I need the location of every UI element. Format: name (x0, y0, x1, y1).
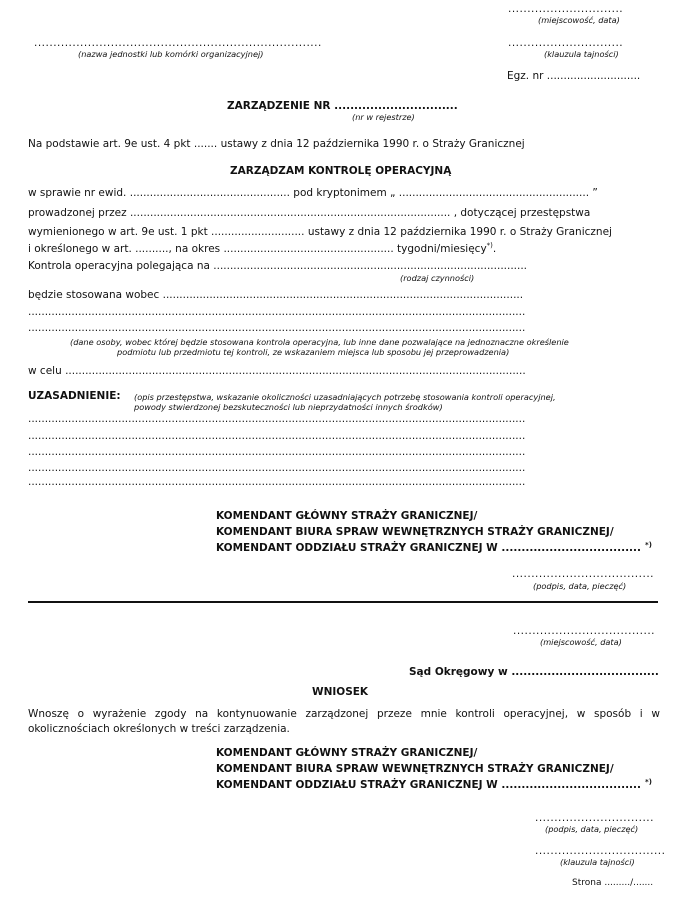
subject-line-3[interactable]: ..................................................................................................................................................... (28, 322, 526, 334)
copy-number[interactable]: Egz. nr ............................ (507, 70, 641, 82)
justification-caption-2: powody stwierdzonej bezskuteczności lub nieprzydatności innych środków) (134, 402, 443, 412)
subject-line-2[interactable]: ..................................................................................................................................................... (28, 306, 526, 318)
conducted-by-line[interactable]: prowadzonej przez ................................................................................................ , dotyczącej przestępstwa (28, 207, 591, 219)
case-line[interactable]: w sprawie nr ewid. ................................................ pod kryptonimem „ ......................................................... ” (28, 187, 598, 199)
request-secrecy-field[interactable]: .................................. (535, 845, 666, 857)
subject-line[interactable]: będzie stosowana wobec ............................................................................................................ (28, 289, 524, 301)
period-text: i określonego w art. .........., na okres ................................................... tygodni/miesięcy (28, 243, 487, 255)
signatory-1: KOMENDANT GŁÓWNY STRAŻY GRANICZNEJ/ (216, 510, 478, 522)
request-title: WNIOSEK (312, 686, 369, 698)
signatory-3[interactable] (216, 542, 652, 555)
place-date-caption: (miejscowość, data) (538, 15, 620, 25)
unit-name-caption: (nazwa jednostki lub komórki organizacyjnej) (78, 49, 264, 59)
control-type-line[interactable]: Kontrola operacyjna polegająca na .............................................................................................. (28, 260, 528, 272)
signature-caption: (podpis, data, pieczęć) (533, 581, 627, 591)
order-title: ZARZĄDZENIE NR ............................... (227, 100, 458, 112)
justification-label: UZASADNIENIE: (28, 390, 121, 402)
order-heading: ZARZĄDZAM KONTROLĘ OPERACYJNĄ (230, 165, 452, 177)
secrecy-caption: (klauzula tajności) (544, 49, 619, 59)
article-line[interactable]: wymienionego w art. 9e ust. 1 pkt ............................ ustawy z dnia 12 października 1990 r. o Straży Granicznej (28, 226, 612, 238)
activity-caption: (rodzaj czynności) (400, 273, 475, 283)
request-place-date-field[interactable]: ..................................... (513, 625, 655, 637)
footnote-mark: *) (486, 241, 493, 250)
person-caption-2: podmiotu lub przedmiotu tej kontroli, ze wskazaniem miejsca lub sposobu jej przeprowadzenia) (117, 347, 510, 357)
justification-caption-1: (opis przestępstwa, wskazanie okoliczności uzasadniających potrzebę stosowania kontroli operacyjnej, (134, 392, 556, 402)
justification-line[interactable]: ..................................................................................................................................................... (28, 446, 526, 458)
request-body: Wnoszę o wyrażenie zgody na kontynuowanie zarządzonej przeze mnie kontroli operacyjnej, w sposób i w okolicznościach określonych w treści zarządzenia. (28, 708, 660, 735)
request-signatory-1: KOMENDANT GŁÓWNY STRAŻY GRANICZNEJ/ (216, 747, 478, 759)
request-signatory-3-text: KOMENDANT ODDZIAŁU STRAŻY GRANICZNEJ W ................................... (216, 779, 642, 791)
justification-line[interactable]: ..................................................................................................................................................... (28, 476, 526, 488)
page-number: Strona ........./....... (572, 878, 654, 888)
person-caption-1: (dane osoby, wobec której będzie stosowana kontrola operacyjna, lub inne dane pozwalające na jednoznaczne określenie (70, 337, 569, 347)
justification-line[interactable]: ..................................................................................................................................................... (28, 430, 526, 442)
justification-line[interactable]: ..................................................................................................................................................... (28, 462, 526, 474)
signatory-3-text: KOMENDANT ODDZIAŁU STRAŻY GRANICZNEJ W ................................... (216, 542, 642, 554)
unit-name-field[interactable]: ........................................................................... (34, 37, 322, 49)
justification-line[interactable]: ..................................................................................................................................................... (28, 413, 526, 425)
section-divider (28, 601, 658, 603)
signatory-2: KOMENDANT BIURA SPRAW WEWNĘTRZNYCH STRAŻY GRANICZNEJ/ (216, 526, 614, 538)
place-date-field[interactable]: .............................. (508, 3, 624, 15)
legal-basis: Na podstawie art. 9e ust. 4 pkt ....... ustawy z dnia 12 października 1990 r. o Straży Granicznej (28, 138, 525, 150)
footnote-mark: *) (645, 777, 652, 786)
signature-field[interactable]: ..................................... (512, 568, 654, 580)
request-secrecy-caption: (klauzula tajności) (560, 857, 635, 867)
request-signatory-2: KOMENDANT BIURA SPRAW WEWNĘTRZNYCH STRAŻY GRANICZNEJ/ (216, 763, 614, 775)
purpose-line[interactable]: w celu .......................................................................................................................................... (28, 365, 526, 377)
register-caption: (nr w rejestrze) (352, 112, 415, 122)
request-signatory-3[interactable] (216, 779, 652, 792)
request-place-date-caption: (miejscowość, data) (540, 637, 622, 647)
court-line[interactable]: Sąd Okręgowy w ..................................... (409, 666, 659, 678)
footnote-mark: *) (645, 540, 652, 549)
period-end: . (492, 243, 497, 255)
secrecy-field[interactable]: .............................. (508, 37, 624, 49)
period-line[interactable] (28, 243, 496, 256)
request-signature-caption: (podpis, data, pieczęć) (545, 824, 639, 834)
request-signature-field[interactable]: ............................... (535, 812, 654, 824)
